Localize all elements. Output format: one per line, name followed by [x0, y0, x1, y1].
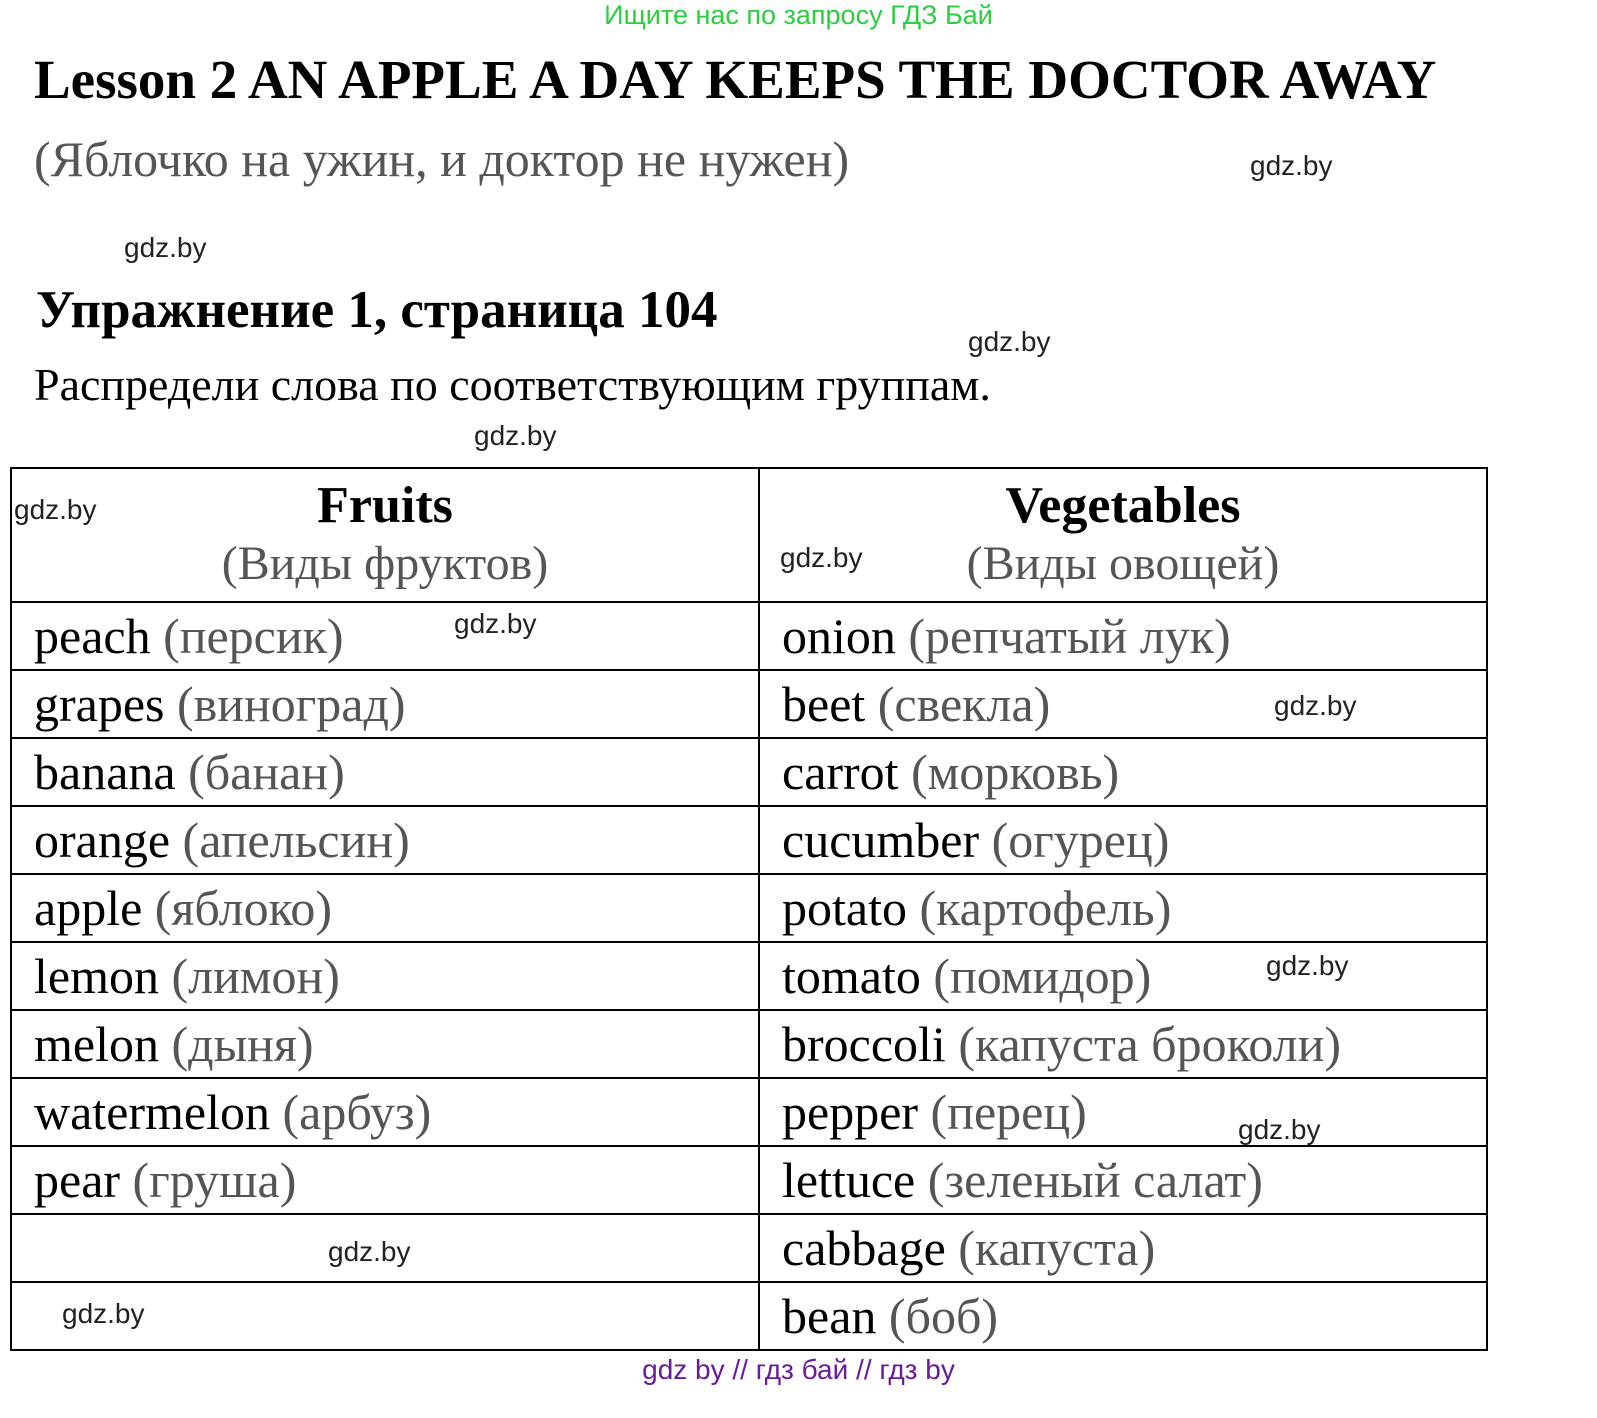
- watermark: gdz.by: [780, 542, 863, 573]
- vegetables-header-cell: [759, 468, 1487, 602]
- vegetable-cell-english: onion: [782, 608, 896, 664]
- watermark: gdz.by: [328, 1236, 411, 1267]
- fruit-cell-russian: (лимон): [171, 948, 340, 1004]
- vegetable-cell-russian: (картофель): [919, 880, 1172, 936]
- fruit-cell-text: [12, 878, 758, 938]
- fruit-cell: [11, 670, 759, 738]
- vegetable-cell-text: [760, 674, 1486, 734]
- vegetable-cell: [759, 602, 1487, 670]
- fruit-cell-english: orange: [34, 812, 171, 868]
- vegetable-cell-text: [760, 1082, 1486, 1142]
- fruit-cell-russian: (дыня): [171, 1016, 314, 1072]
- vegetable-cell-english: cucumber: [782, 812, 980, 868]
- vegetable-cell-text: [760, 878, 1486, 938]
- fruit-cell-russian: (апельсин): [182, 812, 410, 868]
- watermark: gdz.by: [1266, 950, 1349, 981]
- vegetables-subheader: (Виды овощей): [966, 537, 1280, 590]
- fruit-cell-english: peach: [34, 608, 151, 664]
- vegetable-cell-russian: (огурец): [991, 812, 1170, 868]
- vegetable-cell-russian: (боб): [888, 1288, 999, 1344]
- fruit-cell-text: [12, 742, 758, 802]
- fruit-cell-text: [12, 1082, 758, 1142]
- fruit-cell: [11, 1010, 759, 1078]
- exercise-title: Упражнение 1, страница 104: [36, 281, 718, 339]
- vegetable-cell: [759, 874, 1487, 942]
- lesson-subtitle: (Яблочко на ужин, и доктор не нужен): [34, 131, 850, 187]
- table-row: [11, 1146, 1487, 1214]
- fruit-cell: [11, 1146, 759, 1214]
- fruit-cell-text: [12, 674, 758, 734]
- fruit-cell: [11, 602, 759, 670]
- vegetable-cell-english: bean: [782, 1288, 877, 1344]
- watermark: gdz.by: [124, 232, 207, 263]
- fruit-cell: [11, 1078, 759, 1146]
- top-banner: Ищите нас по запросу ГДЗ Бай: [604, 0, 993, 30]
- fruit-cell-russian: (груша): [132, 1152, 297, 1208]
- fruit-cell: [11, 738, 759, 806]
- vegetable-cell-text: [760, 810, 1486, 870]
- table-header-row: [11, 468, 1487, 602]
- fruit-cell-text: [12, 1150, 758, 1210]
- vegetable-cell-english: beet: [782, 676, 866, 732]
- vegetable-cell-english: lettuce: [782, 1152, 916, 1208]
- vegetable-cell: [759, 806, 1487, 874]
- watermark: gdz.by: [62, 1298, 145, 1329]
- vegetable-cell-russian: (морковь): [911, 744, 1120, 800]
- fruit-cell-text: [12, 1014, 758, 1074]
- watermark: gdz.by: [1238, 1114, 1321, 1145]
- fruits-header: Fruits: [317, 477, 453, 534]
- vegetable-cell: [759, 1214, 1487, 1282]
- vegetable-cell-russian: (капуста): [958, 1220, 1156, 1276]
- vegetable-cell-text: [760, 1218, 1486, 1278]
- watermark: gdz.by: [1250, 150, 1333, 181]
- vegetable-cell-russian: (помидор): [933, 948, 1152, 1004]
- vegetable-cell-english: carrot: [782, 744, 899, 800]
- fruit-cell-russian: (банан): [188, 744, 345, 800]
- vegetable-cell-text: [760, 1150, 1486, 1210]
- fruit-cell-russian: (яблоко): [154, 880, 332, 936]
- vegetable-cell-english: broccoli: [782, 1016, 946, 1072]
- fruit-cell-english: pear: [34, 1152, 121, 1208]
- vegetable-cell: [759, 1146, 1487, 1214]
- vegetable-cell: [759, 1282, 1487, 1350]
- table-row: [11, 1214, 1487, 1282]
- vegetable-cell-english: cabbage: [782, 1220, 946, 1276]
- fruit-cell-text: [12, 946, 758, 1006]
- vegetable-cell-english: pepper: [782, 1084, 919, 1140]
- watermark: gdz.by: [454, 608, 537, 639]
- fruit-cell: [11, 806, 759, 874]
- fruit-cell-english: apple: [34, 880, 143, 936]
- fruit-cell-russian: (арбуз): [282, 1084, 432, 1140]
- vegetable-cell-text: [760, 1286, 1486, 1346]
- fruit-cell-english: watermelon: [34, 1084, 271, 1140]
- table-row: [11, 874, 1487, 942]
- vegetable-cell: [759, 670, 1487, 738]
- fruit-cell-russian: (персик): [163, 608, 344, 664]
- vegetable-cell-russian: (репчатый лук): [908, 608, 1231, 664]
- vegetable-cell-text: [760, 946, 1486, 1006]
- vegetable-cell-text: [760, 742, 1486, 802]
- vegetable-cell-russian: (зеленый салат): [927, 1152, 1263, 1208]
- fruit-cell-english: grapes: [34, 676, 165, 732]
- vegetable-cell: [759, 1010, 1487, 1078]
- vegetable-cell-russian: (свекла): [877, 676, 1051, 732]
- vegetable-cell: [759, 1078, 1487, 1146]
- vegetables-header: Vegetables: [1005, 477, 1241, 534]
- table-row: [11, 670, 1487, 738]
- fruit-cell-russian: (виноград): [177, 676, 406, 732]
- watermark: gdz.by: [474, 420, 557, 451]
- table-row: [11, 602, 1487, 670]
- exercise-instruction: Распредели слова по соответствующим группам.: [34, 359, 991, 410]
- fruit-cell-text: [12, 810, 758, 870]
- table-row: [11, 1282, 1487, 1350]
- vegetable-cell-text: [760, 1014, 1486, 1074]
- lesson-title: Lesson 2 AN APPLE A DAY KEEPS THE DOCTOR AWAY: [34, 49, 1437, 110]
- fruit-cell-text: [12, 606, 758, 666]
- fruit-cell: [11, 942, 759, 1010]
- table-row: [11, 806, 1487, 874]
- table-row: [11, 738, 1487, 806]
- vegetable-cell: [759, 738, 1487, 806]
- vegetable-cell-russian: (капуста броколи): [958, 1016, 1342, 1072]
- vegetable-cell-english: tomato: [782, 948, 921, 1004]
- watermark: gdz.by: [14, 494, 97, 525]
- vegetable-cell-text: [760, 606, 1486, 666]
- fruits-subheader: (Виды фруктов): [221, 537, 549, 590]
- watermark: gdz.by: [968, 326, 1051, 357]
- vegetable-cell-russian: (перец): [930, 1084, 1087, 1140]
- fruit-cell-english: lemon: [34, 948, 159, 1004]
- fruits-vegetables-table: [10, 467, 1488, 1351]
- fruit-cell: [11, 874, 759, 942]
- fruit-cell-english: banana: [34, 744, 176, 800]
- fruits-header-cell: [11, 468, 759, 602]
- footer: gdz by // гдз бай // гдз by: [642, 1354, 955, 1385]
- vegetable-cell: [759, 942, 1487, 1010]
- vegetable-cell-english: potato: [782, 880, 907, 936]
- fruit-cell-english: melon: [34, 1016, 159, 1072]
- table-row: [11, 1010, 1487, 1078]
- watermark: gdz.by: [1274, 690, 1357, 721]
